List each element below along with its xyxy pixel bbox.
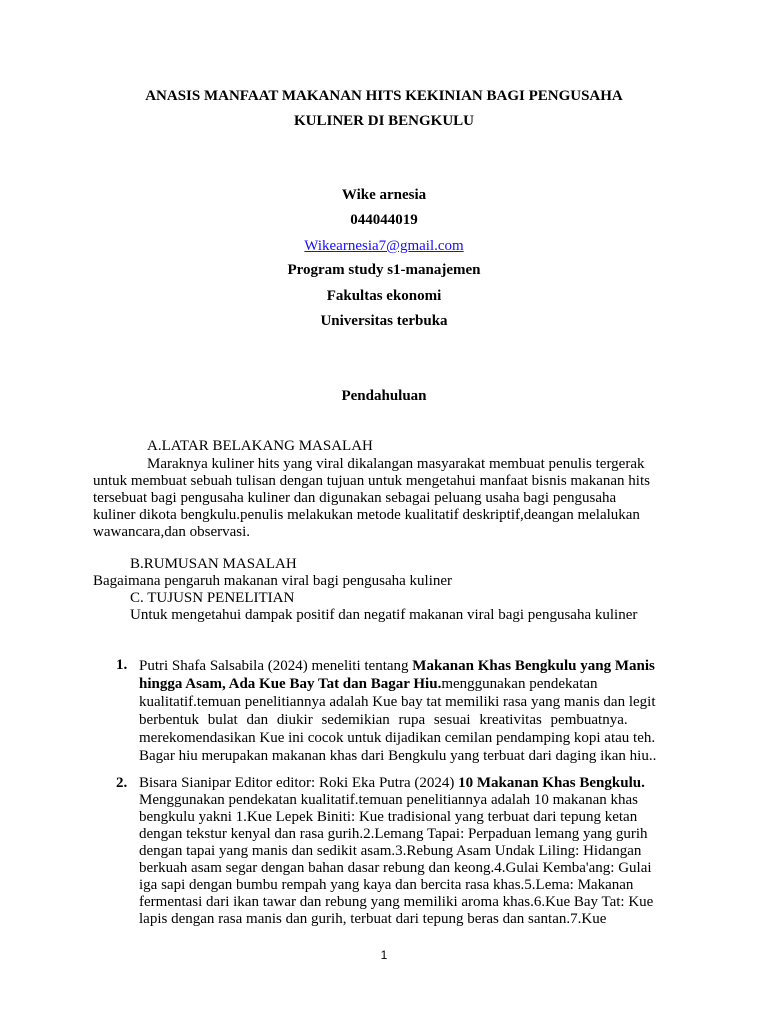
- tujuan-text: Untuk mengetahui dampak positif dan negatif makanan viral bagi pengusaha kuliner: [130, 607, 638, 623]
- section-heading: Pendahuluan: [341, 388, 427, 404]
- author-name: Wike arnesia: [341, 187, 427, 203]
- latar-line: untuk membuat sebuah tulisan dengan tujuan untuk mengetahui manfaat bisnis makanan hits: [93, 473, 650, 489]
- rumusan-text: Bagaimana pengaruh makanan viral bagi pengusaha kuliner: [93, 573, 453, 589]
- student-id: 044044019: [350, 212, 418, 228]
- latar-line: Maraknya kuliner hits yang viral dikalangan masyarakat membuat penulis tergerak: [147, 456, 645, 472]
- reference-title-cont: hingga Asam, Ada Kue Bay Tat dan Bagar Hiu.: [139, 676, 442, 692]
- reference-line: bengkulu yakni 1.Kue Lepek Biniti: Kue tradisional yang terbuat dari tepung ketan: [139, 809, 638, 825]
- reference-lead: Bisara Sianipar Editor editor: Roki Eka Putra (2024): [139, 775, 459, 791]
- reference-line: Menggunakan pendekatan kualitatif.temuan penelitiannya adalah 10 makanan khas: [139, 792, 638, 808]
- title-line-2: KULINER DI BENGKULU: [293, 113, 475, 129]
- latar-paragraph: [93, 456, 673, 541]
- latar-line: wawancara,dan observasi.: [93, 524, 251, 540]
- reference-line: dengan tekstur kenyal dan rasa gurih.2.Lemang Tapai: Perpaduan lemang yang gurih: [139, 826, 648, 842]
- list-number: 1.: [116, 657, 128, 673]
- reference-line: iga sapi dengan bumbu rempah yang kaya dan bercita rasa khas.5.Lema: Makanan: [139, 877, 634, 893]
- reference-line: berbentuk bulat dan diukir sedemikian rupa sesuai kreativitas pembuatnya.: [139, 712, 628, 728]
- reference-title: 10 Makanan Khas Bengkulu.: [458, 775, 645, 791]
- rumusan-heading: B.RUMUSAN MASALAH: [130, 556, 297, 572]
- latar-heading: A.LATAR BELAKANG MASALAH: [147, 438, 373, 454]
- list-number: 2.: [116, 775, 128, 791]
- reference-line: kualitatif.temuan penelitiannya adalah Kue bay tat memiliki rasa yang manis dan legit: [139, 694, 656, 710]
- tujuan-heading: C. TUJUSN PENELITIAN: [130, 590, 295, 606]
- program-study: Program study s1-manajemen: [287, 262, 481, 278]
- reference-line: dengan tapai yang manis dan sedikit asam.3.Rebung Asam Undak Liling: Hidangan: [139, 843, 642, 859]
- reference-lead: Putri Shafa Salsabila (2024) meneliti tentang: [139, 658, 413, 674]
- reference-line: berkuah asam segar dengan bahan dasar rebung dan keong.4.Gulai Kemba'ang: Gulai: [139, 860, 652, 876]
- reference-item-1: [139, 657, 675, 765]
- reference-lead-line: [139, 775, 675, 792]
- faculty: Fakultas ekonomi: [326, 288, 442, 304]
- email-link[interactable]: Wikearnesia7@gmail.com: [304, 238, 464, 254]
- reference-title: Makanan Khas Bengkulu yang Manis: [412, 658, 655, 674]
- email-row: [0, 237, 768, 255]
- university: Universitas terbuka: [320, 313, 448, 329]
- latar-line: kuliner dikota bengkulu.penulis melakukan metode kualitatif deskriptif,deangan melalukan: [93, 507, 640, 523]
- page-number: 1: [380, 948, 388, 962]
- latar-line: tersebuat bagi pengusaha kuliner dan digunakan sebagai peluang usaha bagi pengusaha: [93, 490, 617, 506]
- reference-title-line: [139, 675, 675, 693]
- reference-line: fermentasi dari ikan tawar dan rebung yang memiliki aroma khas.6.Kue Bay Tat: Kue: [139, 894, 654, 910]
- reference-method: menggunakan pendekatan: [441, 676, 598, 692]
- reference-line: lapis dengan rasa manis dan gurih, terbuat dari tepung beras dan santan.7.Kue: [139, 911, 607, 927]
- reference-lead-line: [139, 657, 675, 675]
- reference-item-2: [139, 775, 675, 928]
- title-line-1: ANASIS MANFAAT MAKANAN HITS KEKINIAN BAGI PENGUSAHA: [145, 88, 623, 104]
- reference-line: Bagar hiu merupakan makanan khas dari Bengkulu yang terbuat dari daging ikan hiu..: [139, 748, 657, 764]
- reference-line: merekomendasikan Kue ini cocok untuk dijadikan cemilan pendamping kopi atau teh.: [139, 730, 656, 746]
